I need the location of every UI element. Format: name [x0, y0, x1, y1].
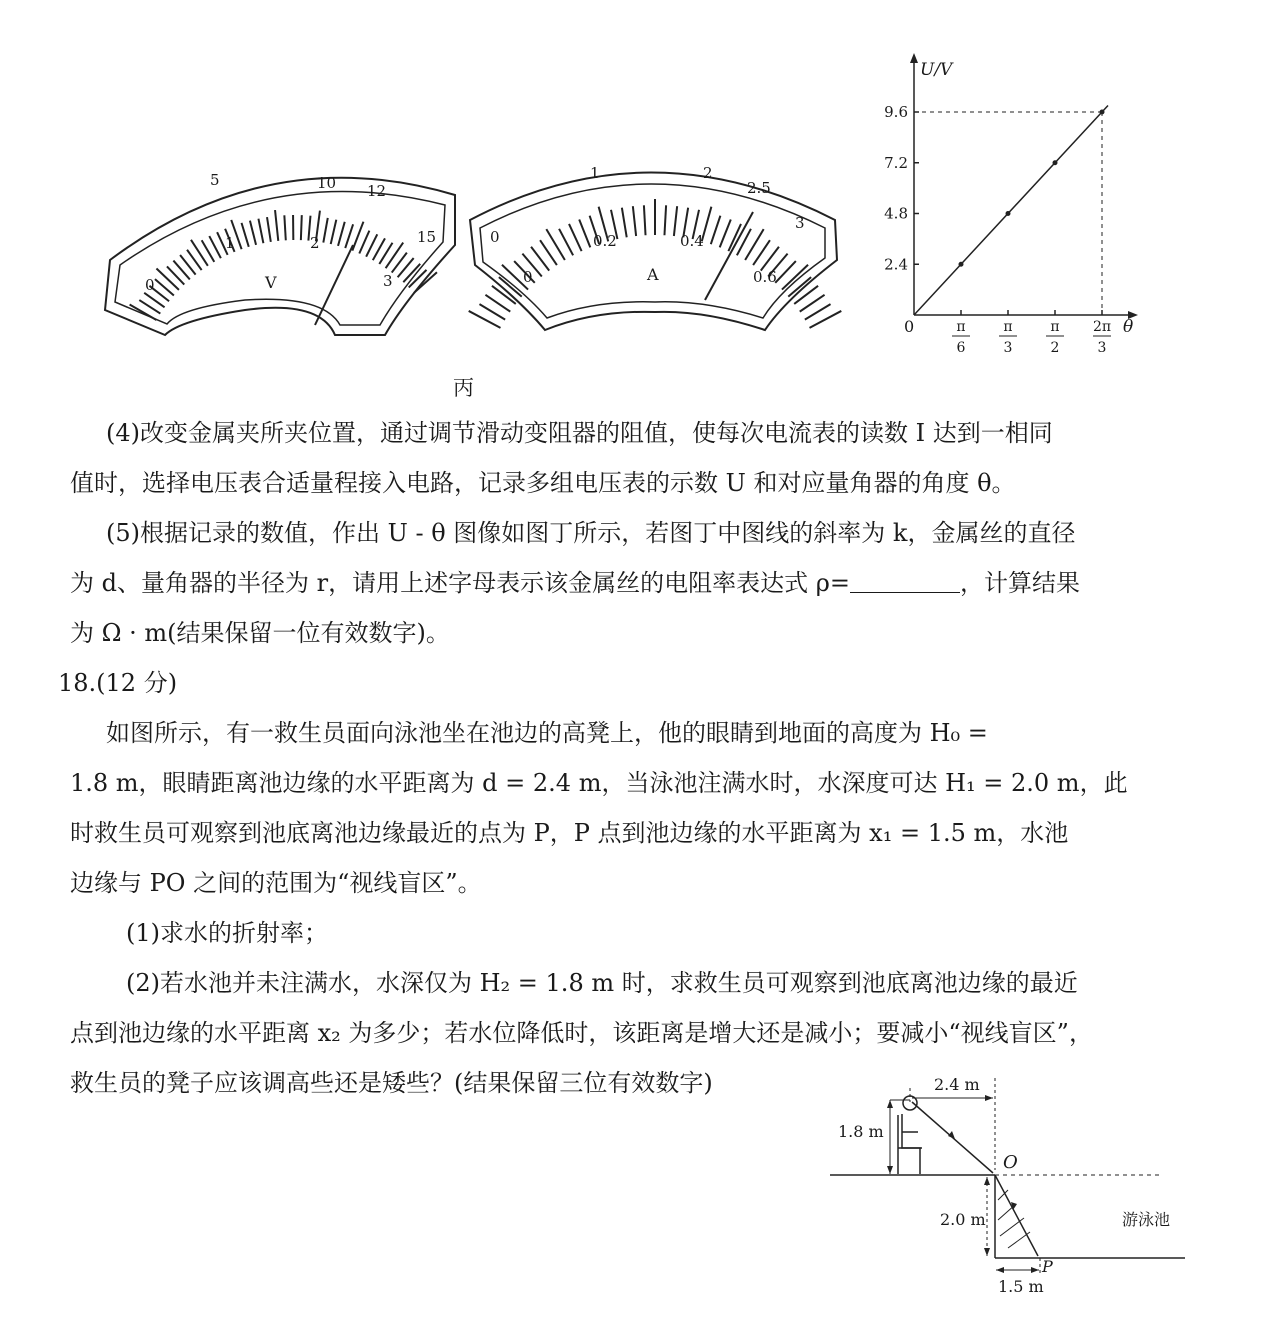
sub-question: (2)若水池并未注满水，水深仅为 H₂ = 1.8 m 时，求救生员可观察到池底离池边缘的最近	[126, 969, 1078, 997]
scale-tick	[275, 210, 278, 241]
ammeter-lower-label: 0.4	[680, 232, 704, 250]
voltmeter-lower-label: 3	[383, 272, 393, 290]
voltmeter-lower-label: 0	[145, 276, 155, 294]
text-line-part: ，计算结果	[959, 569, 1080, 597]
origin-label: 0	[904, 317, 915, 336]
dim-left: 1.8 m	[838, 1122, 884, 1141]
scale-tick	[633, 206, 636, 236]
ammeter-lower-label: 0	[523, 268, 533, 286]
text-line: 1.8 m，眼睛距离池边缘的水平距离为 d = 2.4 m，当泳池注满水时，水深度可达 H₁ = 2.0 m，此	[70, 769, 1128, 797]
voltmeter-upper-label: 15	[417, 228, 437, 246]
text-line: 值时，选择电压表合适量程接入电路，记录多组电压表的示数 U 和对应量角器的角度 θ。	[70, 469, 1016, 497]
ammeter-upper-label: 1	[590, 164, 600, 182]
data-point	[959, 262, 964, 267]
text-line: (4)改变金属夹所夹位置，通过调节滑动变阻器的阻值，使每次电流表的读数 I 达到一相同	[106, 419, 1053, 447]
scale-tick	[674, 206, 677, 236]
text-line: 救生员的凳子应该调高些还是矮些？(结果保留三位有效数字)	[70, 1069, 713, 1097]
ammeter-upper-label: 0	[490, 228, 500, 246]
scale-tick	[644, 205, 646, 235]
answer-blank[interactable]	[850, 570, 960, 593]
text-line: 如图所示，有一救生员面向泳池坐在池边的高凳上，他的眼睛到地面的高度为 H₀ =	[106, 719, 988, 747]
voltmeter-figure	[85, 150, 465, 340]
scale-tick	[359, 231, 369, 254]
point-p-label: P	[1042, 1257, 1053, 1276]
x-tick-denominator: 3	[1097, 340, 1107, 356]
question-number: 18.(12 分)	[58, 669, 178, 697]
x-tick-denominator: 2	[1050, 340, 1060, 356]
scale-tick	[338, 222, 345, 246]
dim-top: 2.4 m	[934, 1075, 980, 1094]
y-tick-label: 2.4	[884, 255, 908, 274]
ammeter-lower-label: 0.2	[593, 232, 617, 250]
question-text	[58, 408, 1200, 1108]
ammeter-upper-label: 3	[795, 214, 805, 232]
text-line: 时救生员可观察到池底离池边缘最近的点为 P，P 点到池边缘的水平距离为 x₁ = 1.5 m，水池	[70, 819, 1069, 847]
x-axis-unit: θ	[1123, 317, 1134, 337]
scale-tick	[301, 215, 302, 240]
scale-tick	[258, 219, 263, 244]
scale-tick	[191, 240, 208, 266]
scale-tick	[737, 229, 751, 256]
pool-label: 游泳池	[1122, 1210, 1171, 1229]
scale-tick	[345, 224, 353, 248]
scale-tick	[323, 218, 327, 243]
text-line: 为 Ω · m(结果保留一位有效数字)。	[70, 619, 450, 647]
voltmeter-upper-label: 12	[367, 182, 387, 200]
scale-tick	[331, 220, 337, 244]
figure-label: 丙	[453, 376, 474, 400]
voltmeter-unit: V	[265, 273, 277, 292]
scale-tick	[242, 223, 249, 247]
x-tick-numerator: π	[1050, 319, 1060, 335]
data-line	[914, 106, 1108, 316]
voltmeter-lower-label: 1	[225, 234, 235, 252]
text-line: 边缘与 PO 之间的范围为“视线盲区”。	[70, 869, 482, 897]
point-o-label: O	[1003, 1152, 1018, 1173]
scale-tick	[414, 272, 437, 293]
ammeter-lower-label: 0.6	[753, 268, 777, 286]
ammeter-upper-label: 2	[703, 164, 713, 182]
y-tick-label: 4.8	[884, 204, 908, 223]
y-tick-label: 9.6	[884, 103, 908, 121]
scale-tick	[156, 269, 178, 290]
data-point	[1053, 160, 1058, 165]
dim-bottom: 1.5 m	[998, 1277, 1044, 1296]
data-point	[1006, 211, 1011, 216]
dim-depth: 2.0 m	[940, 1210, 986, 1229]
text-line: 点到池边缘的水平距离 x₂ 为多少；若水位降低时，该距离是增大还是减小；要减小“视线盲区”，	[70, 1019, 1093, 1047]
u-theta-graph	[880, 50, 1170, 390]
text-line-part: 为 d、量角器的半径为 r，请用上述字母表示该金属丝的电阻率表达式 ρ=	[70, 569, 850, 597]
scale-tick	[711, 216, 721, 244]
scale-tick	[267, 217, 271, 242]
data-point	[1100, 110, 1105, 115]
ammeter-figure	[465, 150, 845, 340]
scale-tick	[559, 229, 573, 256]
x-tick-numerator: π	[1003, 319, 1013, 335]
text-line	[70, 558, 1200, 608]
ammeter-unit: A	[647, 265, 659, 284]
text-line: (5)根据记录的数值，作出 U - θ 图像如图丁所示，若图丁中图线的斜率为 k，金属丝的直径	[106, 519, 1076, 547]
sub-question: (1)求水的折射率；	[126, 919, 328, 947]
y-tick-label: 7.2	[884, 153, 908, 172]
scale-tick	[664, 205, 666, 235]
scale-tick	[622, 208, 627, 238]
scale-tick	[569, 224, 582, 251]
voltmeter-upper-label: 5	[210, 171, 220, 189]
scale-tick	[250, 221, 256, 245]
x-tick-denominator: 3	[1003, 340, 1013, 356]
x-tick-numerator: π	[956, 319, 966, 335]
scale-tick	[579, 220, 590, 248]
x-tick-numerator: 2π	[1092, 319, 1112, 335]
pool-diagram	[830, 1070, 1190, 1330]
scale-tick	[130, 305, 157, 321]
ammeter-upper-label: 2.5	[747, 179, 771, 197]
voltmeter-upper-label: 10	[317, 174, 337, 192]
scale-tick	[720, 220, 731, 248]
scale-tick	[386, 243, 404, 269]
x-tick-denominator: 6	[956, 340, 966, 356]
y-axis-unit: U/V	[920, 60, 953, 80]
voltmeter-lower-label: 2	[310, 234, 320, 252]
scale-tick	[284, 215, 285, 240]
